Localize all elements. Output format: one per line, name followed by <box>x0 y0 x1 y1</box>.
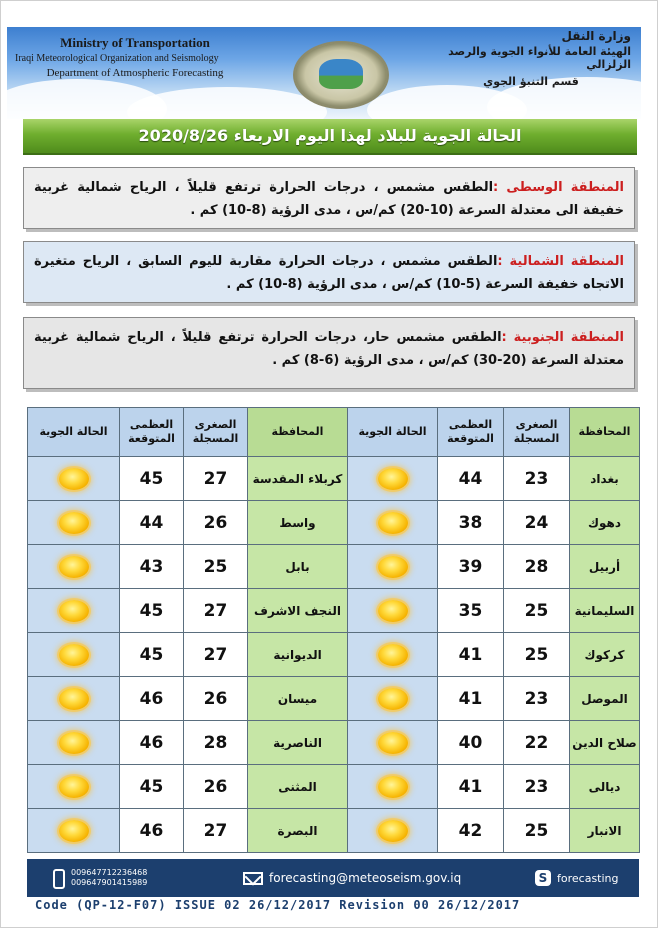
region-name: المنطقة الشمالية : <box>497 254 624 269</box>
english-letterhead <box>15 35 255 79</box>
temperature-table <box>27 407 640 853</box>
sun-icon <box>378 820 408 842</box>
sun-icon <box>378 600 408 622</box>
sun-icon <box>378 556 408 578</box>
condition-cell <box>28 589 120 633</box>
email-address[interactable]: forecasting@meteoseism.gov.iq <box>269 871 462 885</box>
condition-cell <box>348 809 438 853</box>
document-code-line: Code (QP-12-F07) ISSUE 02 26/12/2017 Revision 00 26/12/2017 <box>27 897 639 913</box>
min-temp-cell: 23 <box>504 457 570 501</box>
organization-name-en: Iraqi Meteorological Organization and Seismology <box>15 53 219 64</box>
condition-cell <box>348 633 438 677</box>
max-temp-cell: 35 <box>438 589 504 633</box>
min-temp-cell: 27 <box>184 457 248 501</box>
max-temp-cell: 43 <box>120 545 184 589</box>
province-cell: أربيل <box>570 545 640 589</box>
condition-cell <box>28 809 120 853</box>
ministry-name-ar: وزارة النقل <box>561 29 631 43</box>
sun-icon <box>378 644 408 666</box>
min-temp-cell: 27 <box>184 809 248 853</box>
min-temp-cell: 26 <box>184 677 248 721</box>
sun-icon <box>59 776 89 798</box>
table-row <box>28 677 640 721</box>
table-row <box>28 589 640 633</box>
header-min: الصغرى المسجلة <box>504 408 570 457</box>
phone-icon <box>53 869 65 889</box>
department-name-ar: قسم التنبؤ الجوي <box>483 75 579 88</box>
condition-cell <box>348 457 438 501</box>
min-temp-cell: 23 <box>504 765 570 809</box>
min-temp-cell: 24 <box>504 501 570 545</box>
phone-numbers <box>71 868 147 888</box>
region-forecast: الطقس مشمس ، درجات الحرارة ترتفع قليلاً ، الرياح شمالية غربية خفيفة الى معتدلة السرعة (10-20) كم/س ، مدى الرؤية (8-10) كم . <box>34 180 624 218</box>
condition-cell <box>28 677 120 721</box>
sun-icon <box>378 468 408 490</box>
condition-cell <box>348 677 438 721</box>
header-condition: الحالة الجوية <box>348 408 438 457</box>
condition-cell <box>28 457 120 501</box>
province-cell: صلاح الدين <box>570 721 640 765</box>
header-province: المحافظة <box>570 408 640 457</box>
province-cell: الانبار <box>570 809 640 853</box>
table-row <box>28 457 640 501</box>
sun-icon <box>59 688 89 710</box>
sun-icon <box>59 820 89 842</box>
page-footer <box>27 859 639 913</box>
min-temp-cell: 22 <box>504 721 570 765</box>
page-header <box>7 27 641 119</box>
max-temp-cell: 39 <box>438 545 504 589</box>
table-row <box>28 721 640 765</box>
region-south <box>23 317 635 389</box>
region-forecast: الطقس مشمس حار، درجات الحرارة ترتفع قليلاً ، الرياح شمالية غربية معتدلة السرعة (20-30) كم/س ، مدى الرؤية (6-8) كم . <box>34 330 624 368</box>
province-cell: المثنى <box>248 765 348 809</box>
arabic-letterhead <box>431 29 631 88</box>
sun-icon <box>378 512 408 534</box>
max-temp-cell: 41 <box>438 633 504 677</box>
ministry-name-en: Ministry of Transportation <box>60 35 210 50</box>
region-middle <box>23 167 635 229</box>
province-cell: ميسان <box>248 677 348 721</box>
table-row <box>28 633 640 677</box>
min-temp-cell: 23 <box>504 677 570 721</box>
condition-cell <box>28 765 120 809</box>
phone-number: 009647901415989 <box>71 878 148 887</box>
organization-name-ar: الهيئة العامة للأنواء الجوية والرصد الزلزالي <box>448 45 631 71</box>
header-max: العظمى المتوقعة <box>120 408 184 457</box>
sun-icon <box>59 644 89 666</box>
region-name: المنطقة الجنوبية : <box>501 330 625 345</box>
province-cell: السليمانية <box>570 589 640 633</box>
province-cell: واسط <box>248 501 348 545</box>
max-temp-cell: 45 <box>120 457 184 501</box>
province-cell: الديوانية <box>248 633 348 677</box>
condition-cell <box>28 633 120 677</box>
max-temp-cell: 45 <box>120 633 184 677</box>
sun-icon <box>59 468 89 490</box>
condition-cell <box>348 589 438 633</box>
header-max: العظمى المتوقعة <box>438 408 504 457</box>
min-temp-cell: 25 <box>504 633 570 677</box>
skype-icon: S <box>535 870 551 886</box>
condition-cell <box>28 721 120 765</box>
condition-cell <box>348 501 438 545</box>
condition-cell <box>28 545 120 589</box>
max-temp-cell: 45 <box>120 589 184 633</box>
sun-icon <box>378 732 408 754</box>
phone-number: 009647712236468 <box>71 868 148 877</box>
max-temp-cell: 46 <box>120 677 184 721</box>
min-temp-cell: 25 <box>504 809 570 853</box>
province-cell: الموصل <box>570 677 640 721</box>
sun-icon <box>59 732 89 754</box>
max-temp-cell: 38 <box>438 501 504 545</box>
province-cell: ديالى <box>570 765 640 809</box>
max-temp-cell: 45 <box>120 765 184 809</box>
sun-icon <box>378 776 408 798</box>
min-temp-cell: 28 <box>504 545 570 589</box>
header-province: المحافظة <box>248 408 348 457</box>
sun-icon <box>378 688 408 710</box>
table-row <box>28 501 640 545</box>
table-row <box>28 765 640 809</box>
min-temp-cell: 27 <box>184 589 248 633</box>
skype-handle[interactable]: forecasting <box>557 872 619 885</box>
table-row <box>28 809 640 853</box>
organization-logo <box>293 41 389 109</box>
min-temp-cell: 27 <box>184 633 248 677</box>
province-cell: كركوك <box>570 633 640 677</box>
max-temp-cell: 46 <box>120 721 184 765</box>
condition-cell <box>348 765 438 809</box>
max-temp-cell: 46 <box>120 809 184 853</box>
province-cell: الناصرية <box>248 721 348 765</box>
region-north <box>23 241 635 303</box>
province-cell: دهوك <box>570 501 640 545</box>
header-min: الصغرى المسجلة <box>184 408 248 457</box>
table-header-row <box>28 408 640 457</box>
province-cell: بغداد <box>570 457 640 501</box>
region-forecast: الطقس مشمس ، درجات الحرارة مقاربة لليوم السابق ، الرياح متغيرة الاتجاه خفيفة السرعة (5-10) كم/س ، مدى الرؤية (8-10) كم . <box>34 254 624 292</box>
min-temp-cell: 26 <box>184 765 248 809</box>
min-temp-cell: 28 <box>184 721 248 765</box>
min-temp-cell: 26 <box>184 501 248 545</box>
header-condition: الحالة الجوية <box>28 408 120 457</box>
max-temp-cell: 41 <box>438 765 504 809</box>
condition-cell <box>348 545 438 589</box>
sun-icon <box>59 556 89 578</box>
province-cell: البصرة <box>248 809 348 853</box>
sun-icon <box>59 512 89 534</box>
max-temp-cell: 44 <box>438 457 504 501</box>
table-row <box>28 545 640 589</box>
max-temp-cell: 40 <box>438 721 504 765</box>
bulletin-title: الحالة الجوية للبلاد لهذا اليوم الاربعاء 2020/8/26 <box>23 119 637 155</box>
province-cell: كربلاء المقدسة <box>248 457 348 501</box>
min-temp-cell: 25 <box>184 545 248 589</box>
email-icon <box>243 872 263 885</box>
max-temp-cell: 44 <box>120 501 184 545</box>
max-temp-cell: 41 <box>438 677 504 721</box>
max-temp-cell: 42 <box>438 809 504 853</box>
province-cell: بابل <box>248 545 348 589</box>
min-temp-cell: 25 <box>504 589 570 633</box>
province-cell: النجف الاشرف <box>248 589 348 633</box>
condition-cell <box>348 721 438 765</box>
region-name: المنطقة الوسطى : <box>493 180 624 195</box>
condition-cell <box>28 501 120 545</box>
department-name-en: Department of Atmospheric Forecasting <box>46 67 224 79</box>
sun-icon <box>59 600 89 622</box>
